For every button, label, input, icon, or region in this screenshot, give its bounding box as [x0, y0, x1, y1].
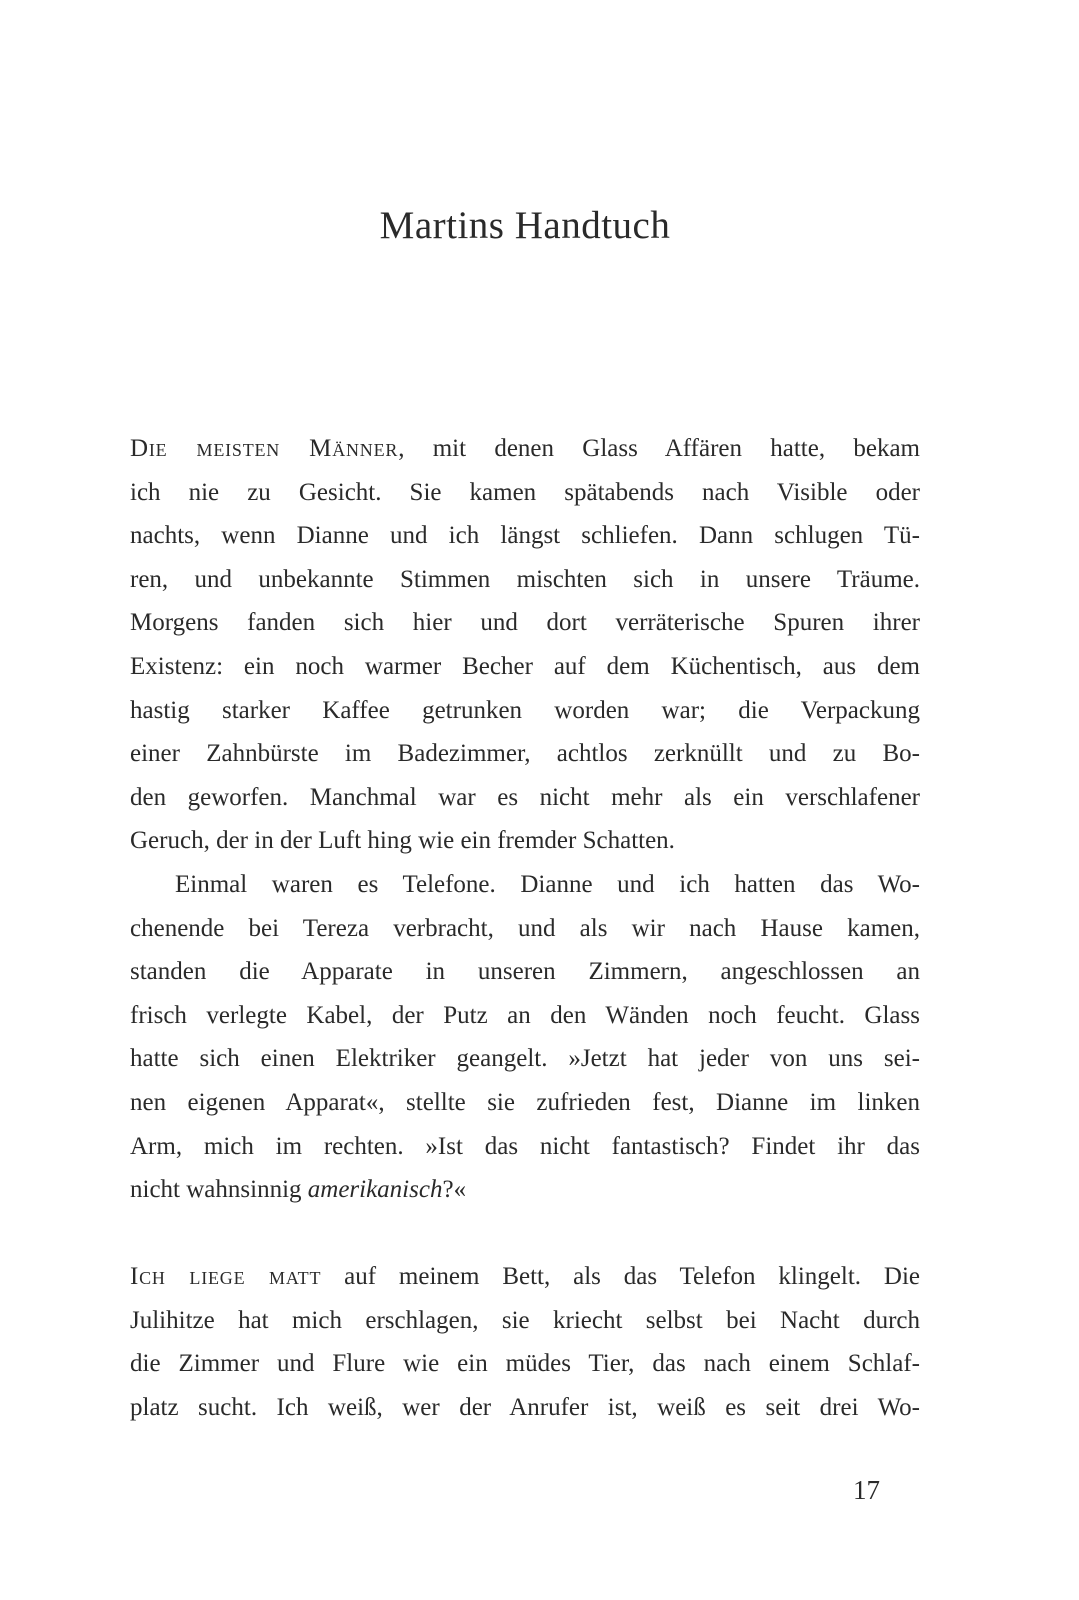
text-line [130, 471, 920, 515]
text-line [130, 1255, 920, 1299]
text-segment: nachts, wenn Dianne und ich längst schliefen. Dann schlugen Tü- [130, 522, 920, 550]
text-segment: chenende bei Tereza verbracht, und als wir nach Hause kamen, [130, 914, 920, 942]
text-line [130, 907, 920, 951]
page-number: 17 [853, 1475, 880, 1505]
text-segment: Existenz: ein noch warmer Becher auf dem Küchentisch, aus dem [130, 652, 920, 680]
text-line [130, 950, 920, 994]
paragraph [130, 427, 920, 863]
body-text [130, 427, 920, 1430]
chapter-title: Martins Handtuch [379, 204, 671, 247]
text-segment: hatte sich einen Elektriker geangelt. »Jetzt hat jeder von uns sei- [130, 1045, 920, 1073]
text-segment: den geworfen. Manchmal war es nicht mehr als ein verschlafener [130, 783, 920, 811]
paragraph [130, 863, 920, 1212]
text-line [130, 1299, 920, 1343]
text-segment: platz sucht. Ich weiß, wer der Anrufer ist, weiß es seit drei Wo- [130, 1394, 920, 1422]
text-segment: standen die Apparate in unseren Zimmern, angeschlossen an [130, 958, 920, 986]
text-line [130, 1081, 920, 1125]
smallcaps-text: Die meisten Männer [130, 435, 399, 462]
text-line [130, 514, 920, 558]
text-line [130, 1386, 920, 1430]
text-segment: auf meinem Bett, als das Telefon klingelt. Die [321, 1263, 920, 1291]
text-segment: frisch verlegte Kabel, der Putz an den Wänden noch feucht. Glass [130, 1001, 920, 1029]
paragraph [130, 1255, 920, 1429]
text-line [130, 776, 920, 820]
text-line [130, 732, 920, 776]
text-line [130, 1037, 920, 1081]
text-line [130, 645, 920, 689]
text-segment: Julihitze hat mich erschlagen, sie kriecht selbst bei Nacht durch [130, 1306, 920, 1334]
text-segment: ren, und unbekannte Stimmen mischten sich in unsere Träume. [130, 565, 920, 593]
text-segment: nicht wahnsinnig [130, 1176, 308, 1204]
text-line [130, 1125, 920, 1169]
text-line [130, 994, 920, 1038]
text-line [130, 819, 920, 863]
text-line [130, 601, 920, 645]
smallcaps-text: Ich liege matt [130, 1263, 322, 1291]
text-segment: hastig starker Kaffee getrunken worden war; die Verpackung [130, 696, 920, 724]
text-segment: Arm, mich im rechten. »Ist das nicht fantastisch? Findet ihr das [130, 1132, 920, 1160]
text-segment: nen eigenen Apparat«, stellte sie zufrieden fest, Dianne im linken [130, 1088, 920, 1116]
text-segment: Morgens fanden sich hier und dort verräterische Spuren ihrer [130, 609, 920, 637]
text-line [130, 427, 920, 471]
text-line [130, 1168, 920, 1212]
italic-text: amerikanisch [307, 1176, 443, 1204]
text-segment: die Zimmer und Flure wie ein müdes Tier, das nach einem Schlaf- [130, 1350, 920, 1378]
text-segment: ich nie zu Gesicht. Sie kamen spätabends nach Visible oder [130, 478, 920, 506]
text-line [130, 863, 920, 907]
text-line [130, 1342, 920, 1386]
text-line [130, 689, 920, 733]
text-segment: einer Zahnbürste im Badezimmer, achtlos zerknüllt und zu Bo- [130, 740, 920, 768]
text-segment: Einmal waren es Telefone. Dianne und ich hatten das Wo- [175, 870, 920, 898]
text-segment: ?« [442, 1176, 467, 1204]
text-segment: Geruch, der in der Luft hing wie ein fremder Schatten. [130, 827, 675, 855]
text-line [130, 558, 920, 602]
text-segment: , mit denen Glass Affären hatte, bekam [398, 435, 920, 462]
